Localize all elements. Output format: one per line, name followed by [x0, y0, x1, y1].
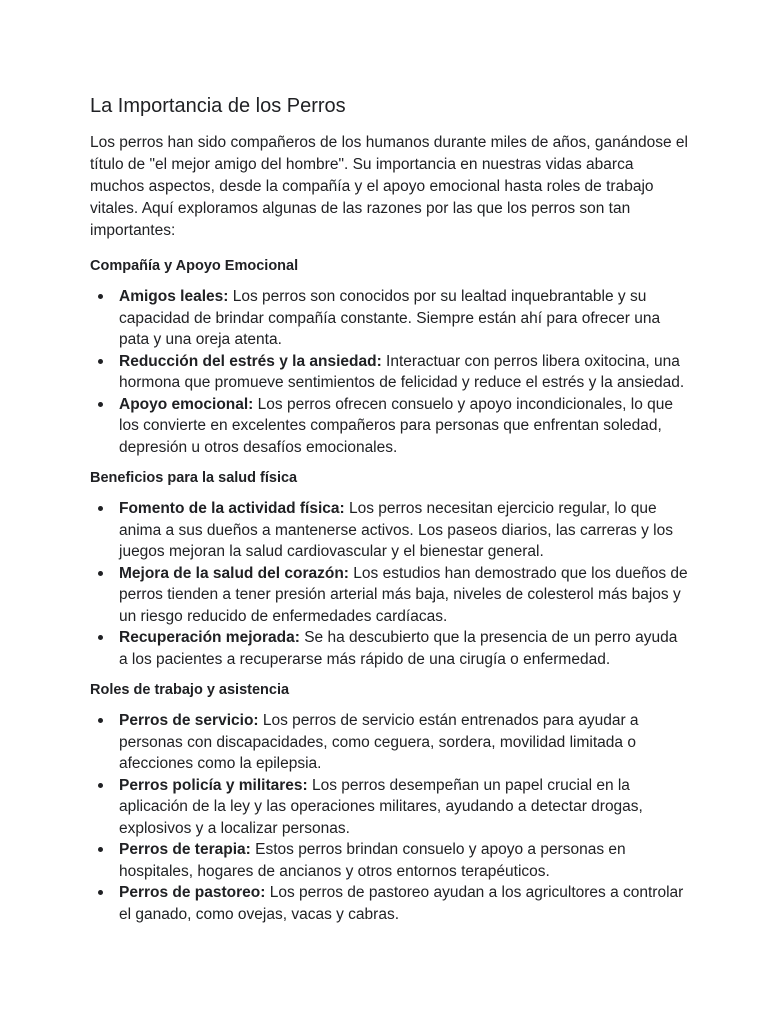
item-term: Perros de terapia:	[119, 841, 251, 858]
list-item	[90, 882, 690, 925]
bullet-list	[90, 286, 690, 458]
item-text: Los estudios han demostrado que los dueños de perros tienden a tener presión arterial más baja, niveles de colesterol más bajos y un riesgo reducido de enfermedades cardíacas.	[119, 564, 688, 625]
item-term: Reducción del estrés y la ansiedad:	[119, 352, 382, 370]
list-item	[90, 839, 690, 882]
bullet-icon	[98, 402, 103, 407]
list-item	[90, 351, 690, 394]
section-compania	[90, 256, 690, 458]
item-term: Apoyo emocional:	[119, 395, 254, 413]
list-item	[90, 627, 690, 670]
item-text: Los perros son conocidos por su lealtad inquebrantable y su capacidad de brindar compañía constante. Siempre están ahí para ofrecer una pata y una oreja atenta.	[119, 288, 661, 348]
section-heading: Compañía y Apoyo Emocional	[90, 258, 299, 274]
item-text: Los perros de servicio están entrenados para ayudar a personas con discapacidades, como ceguera, sordera, movilidad limitada o afecciones como la epilepsia.	[119, 712, 639, 772]
list-item	[90, 563, 690, 628]
bullet-icon	[98, 890, 103, 895]
bullet-icon	[98, 571, 103, 576]
document-title: La Importancia de los Perros	[90, 95, 346, 117]
item-text: Interactuar con perros libera oxitocina, una hormona que promueve sentimientos de felicidad y reduce el estrés y la ansiedad.	[119, 352, 685, 391]
bullet-icon	[98, 847, 103, 852]
list-item	[90, 286, 690, 351]
bullet-icon	[98, 359, 103, 364]
list-item	[90, 710, 690, 775]
item-text: Los perros ofrecen consuelo y apoyo incondicionales, lo que los convierte en excelentes compañeros para personas que enfrentan soledad, depresión u otros desafíos emocionales.	[119, 395, 673, 456]
intro-paragraph: Los perros han sido compañeros de los humanos durante miles de años, ganándose el título de "el mejor amigo del hombre". Su importancia en nuestras vidas abarca muchos aspectos, desde la compañía y el apoyo emocional hasta roles de trabajo vitales. Aquí exploramos algunas de las razones por las que los perros son tan importantes:	[90, 134, 688, 239]
item-text: Estos perros brindan consuelo y apoyo a personas en hospitales, hogares de ancianos y otros entornos terapéuticos.	[119, 841, 626, 880]
bullet-icon	[98, 294, 103, 299]
list-item	[90, 394, 690, 459]
bullet-icon	[98, 635, 103, 640]
document-page	[90, 92, 690, 935]
bullet-icon	[98, 718, 103, 723]
bullet-list	[90, 710, 690, 925]
list-item	[90, 498, 690, 563]
section-heading: Beneficios para la salud física	[90, 470, 298, 486]
section-salud	[90, 468, 690, 670]
item-term: Recuperación mejorada:	[119, 629, 300, 646]
item-text: Los perros desempeñan un papel crucial en la aplicación de la ley y las operaciones militares, ayudando a detectar drogas, explosivos y a localizar personas.	[119, 776, 643, 837]
item-term: Perros policía y militares:	[119, 776, 308, 794]
item-term: Mejora de la salud del corazón:	[119, 564, 349, 582]
section-heading: Roles de trabajo y asistencia	[90, 682, 290, 698]
item-term: Amigos leales:	[119, 288, 229, 305]
item-term: Perros de pastoreo:	[119, 884, 266, 901]
item-term: Perros de servicio:	[119, 712, 259, 729]
section-roles	[90, 680, 690, 925]
item-text: Los perros necesitan ejercicio regular, lo que anima a sus dueños a mantenerse activos. Los paseos diarios, las carreras y los juegos mejoran la salud cardiovascular y el bienestar general.	[119, 500, 673, 560]
bullet-icon	[98, 783, 103, 788]
bullet-icon	[98, 506, 103, 511]
item-term: Fomento de la actividad física:	[119, 500, 345, 517]
item-text: Se ha descubierto que la presencia de un perro ayuda a los pacientes a recuperarse más rápido de una cirugía o enfermedad.	[119, 629, 678, 668]
list-item	[90, 775, 690, 840]
bullet-list	[90, 498, 690, 670]
item-text: Los perros de pastoreo ayudan a los agricultores a controlar el ganado, como ovejas, vacas y cabras.	[119, 884, 684, 923]
